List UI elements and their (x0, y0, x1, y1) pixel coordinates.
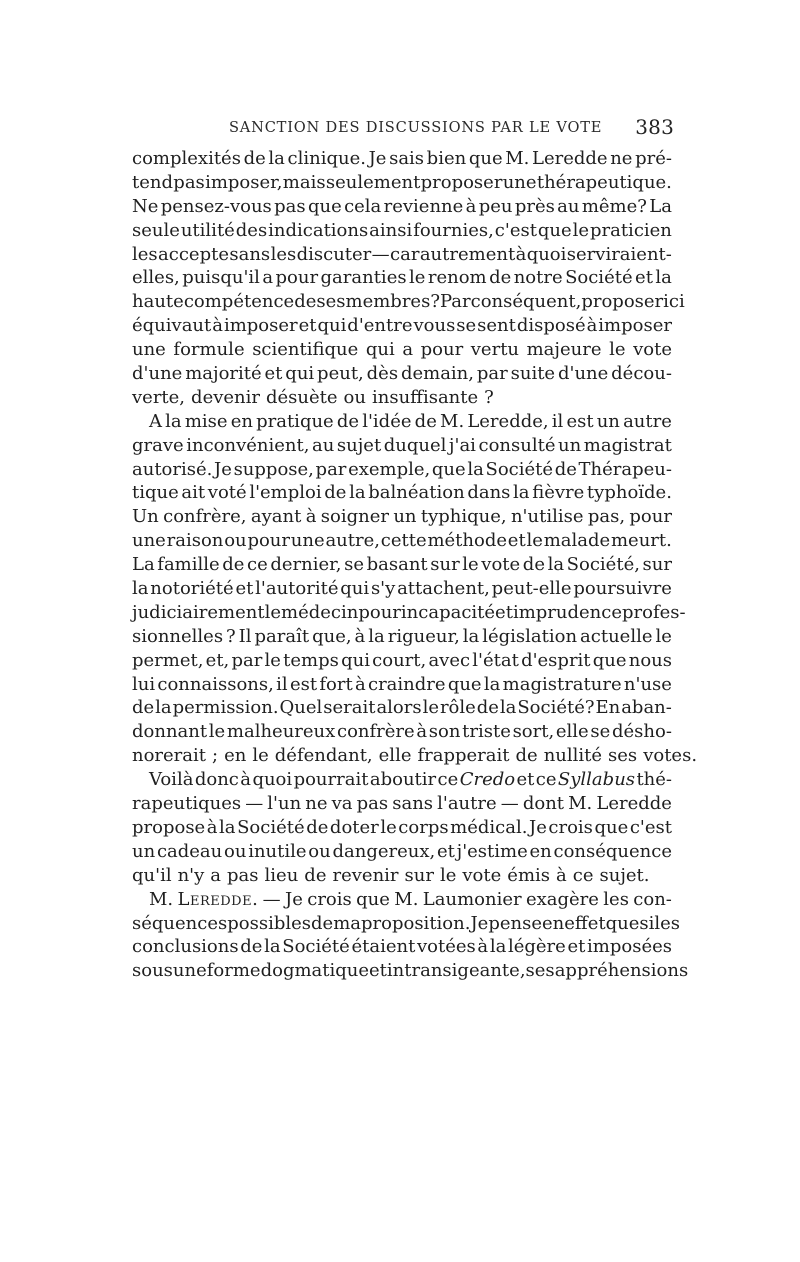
body-text (132, 147, 698, 983)
text-line: La famille de ce dernier, se basant sur le vote de la Société, sur (132, 554, 672, 576)
text-line: propose à la Société de doter le corps médical. Je crois que c'est (132, 816, 672, 838)
page-header (132, 117, 672, 145)
text-line: Ne pensez-vous pas que cela revienne à peu près au même? La (132, 195, 672, 217)
text-line: de la permission. Quel serait alors le rôle de la Société? En aban- (132, 697, 672, 719)
text-line: une formule scientifique qui a pour vertu majeure le vote (132, 339, 672, 361)
text-line: tend pas imposer, mais seulement proposer une thérapeutique. (132, 171, 672, 193)
text-line: sionnelles ? Il paraît que, à la rigueur, la législation actuelle le (132, 625, 672, 647)
text-line: une raison ou pour une autre, cette méthode et le malade meurt. (132, 530, 672, 552)
text-line: Un confrère, ayant à soigner un typhique, n'utilise pas, pour (132, 506, 672, 528)
running-head: SANCTION DES DISCUSSIONS PAR LE VOTE (229, 119, 603, 136)
text-line: Voilà donc à quoi pourrait aboutir ce Credo et ce Syllabus thé- (149, 769, 672, 791)
text-line: les accepte sans les discuter — car autrement à quoi serviraient- (132, 243, 672, 265)
text-line: équivaut à imposer et qui d'entre vous se sent disposé à imposer (132, 315, 672, 337)
text-line: complexités de la clinique. Je sais bien que M. Leredde ne pré- (132, 148, 672, 169)
text-line: A la mise en pratique de l'idée de M. Leredde, il est un autre (149, 410, 672, 432)
text-line: judiciairement le médecin pour incapacité et imprudence profes- (132, 601, 686, 623)
text-line: qu'il n'y a pas lieu de revenir sur le vote émis à ce sujet. (132, 864, 650, 886)
text-line: norerait ; en le défendant, elle frapperait de nullité ses votes. (132, 745, 698, 767)
text-line: grave inconvénient, au sujet duquel j'ai consulté un magistrat (132, 434, 672, 456)
text-line: conclusions de la Société étaient votées à la légère et imposées (132, 936, 672, 958)
text-line: verte, devenir désuète ou insuffisante ? (132, 386, 494, 408)
text-line: rapeutiques — l'un ne va pas sans l'autre — dont M. Leredde (132, 793, 672, 815)
text-line: séquences possibles de ma proposition. Je pense en effet que si les (132, 912, 681, 934)
text-line: lui connaissons, il est fort à craindre que la magistrature n'use (132, 673, 672, 695)
text-line: autorisé. Je suppose, par exemple, que la Société de Thérapeu- (132, 458, 672, 480)
text-line: haute compétence de ses membres? Par conséquent, proposer ici (132, 291, 685, 313)
text-line: un cadeau ou inutile ou dangereux, et j'estime en conséquence (132, 840, 672, 862)
text-line: donnant le malheureux confrère à son triste sort, elle se désho- (132, 721, 672, 743)
page-number: 383 (635, 115, 674, 139)
text-line: permet, et, par le temps qui court, avec l'état d'esprit que nous (132, 649, 672, 671)
text-line: d'une majorité et qui peut, dès demain, par suite d'une décou- (132, 363, 672, 385)
text-line: M. Leredde. — Je crois que M. Laumonier exagère les con- (149, 888, 672, 910)
text-line: tique ait voté l'emploi de la balnéation dans la fièvre typhoïde. (132, 482, 672, 504)
text-line: seule utilité des indications ainsi fournies, c'est que le praticien (132, 219, 672, 241)
text-line: elles, puisqu'il a pour garanties le renom de notre Société et la (132, 267, 672, 289)
text-line: la notoriété et l'autorité qui s'y attachent, peut-elle poursuivre (132, 578, 672, 600)
text-line: sous une forme dogmatique et intransigeante, ses appréhensions (132, 960, 689, 982)
